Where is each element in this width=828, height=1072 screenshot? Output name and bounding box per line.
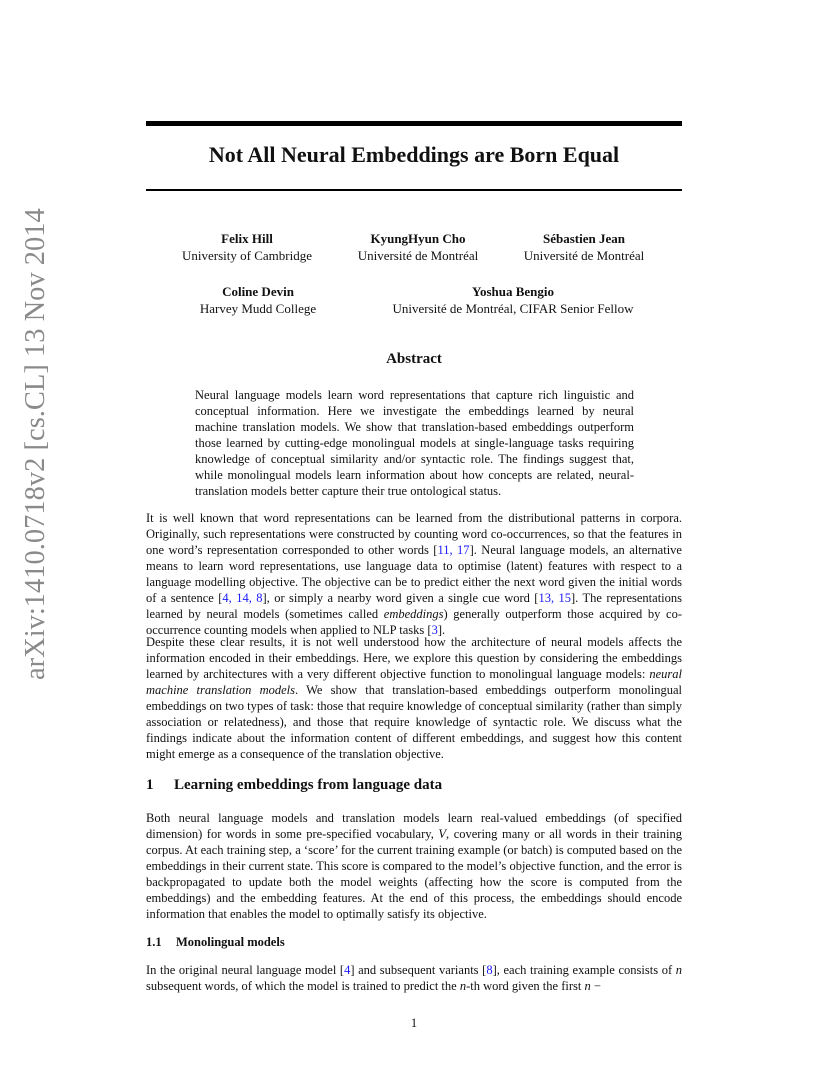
author-affiliation: Harvey Mudd College xyxy=(199,301,317,316)
arxiv-side-stamp: arXiv:1410.0718v2 [cs.CL] 13 Nov 2014 xyxy=(20,208,51,680)
author-name: Yoshua Bengio xyxy=(472,284,554,299)
author-affiliation: Université de Montréal, CIFAR Senior Fellow xyxy=(392,301,634,316)
subsection-title: Monolingual models xyxy=(176,935,285,949)
subsection-heading xyxy=(146,935,285,950)
citation-link[interactable]: 3 xyxy=(431,623,438,637)
author-block xyxy=(370,283,656,317)
subsection-paragraph: In the original neural language model [4] and subsequent variants [8], each training example consists of n subsequent words, of which the model is trained to predict the n-th word given the first n − xyxy=(146,963,682,993)
author-block xyxy=(346,230,490,264)
title-rule-bottom xyxy=(146,189,682,191)
abstract-heading: Abstract xyxy=(386,351,442,367)
author-affiliation: Université de Montréal xyxy=(357,248,479,263)
citation-link[interactable]: 4 xyxy=(344,963,351,977)
page-number: 1 xyxy=(410,1016,418,1030)
author-name: KyungHyun Cho xyxy=(370,231,466,246)
intro-paragraph-1: It is well known that word representations can be learned from the distributional patterns in corpora. Originally, such representations were constructed by counting word co-occurrences, so that the features in one word’s representation corresponded to other words [11, 17]. Neural language models, an alternative means to learn word representations, use language data to optimise (latent) features with respect to a language modelling objective. The objective can be to predict either the next word given the initial words of a sentence [4, 14, 8], or simply a nearby word given a single cue word [13, 15]. The representations learned by neural models (sometimes called embeddings) generally outperform those acquired by co-occurrence counting models when applied to NLP tasks [3]. xyxy=(146,511,683,637)
abstract-text: Neural language models learn word representations that capture rich linguistic and conceptual information. Here we investigate the embeddings learned by neural machine translation models. We show that translation-based embeddings outperform those learned by cutting-edge monolingual models at single-language tasks requiring knowledge of conceptual similarity and/or syntactic role. The findings suggest that, while monolingual models learn information about how concepts are related, neural-translation models better capture their true ontological status. xyxy=(195,388,634,498)
section-heading xyxy=(146,777,442,794)
citation-link[interactable]: 11, 17 xyxy=(437,543,470,557)
paper-title: Not All Neural Embeddings are Born Equal xyxy=(208,142,620,167)
author-affiliation: University of Cambridge xyxy=(182,248,312,263)
author-name: Sébastien Jean xyxy=(543,231,625,246)
author-name: Felix Hill xyxy=(221,231,273,246)
section-number: 1 xyxy=(146,777,154,793)
citation-link[interactable]: 4, 14, 8 xyxy=(222,591,263,605)
title-rule-top xyxy=(146,121,682,126)
citation-link[interactable]: 13, 15 xyxy=(538,591,572,605)
author-name: Coline Devin xyxy=(222,284,294,299)
author-block xyxy=(176,230,318,264)
author-block xyxy=(512,230,656,264)
intro-paragraph-2: Despite these clear results, it is not well understood how the architecture of neural models affects the information encoded in their embeddings. Here, we explore this question by considering the embeddings learned by architectures with a very different objective function to monolingual language models: neural machine translation models. We show that translation-based embeddings outperform monolingual embeddings on two types of task: those that require knowledge of conceptual similarity (rather than simply association or relatedness), and those that require knowledge of syntactic role. We discuss what the findings indicate about the information content of different embeddings, and suggest how this content might emerge as a consequence of the translation objective. xyxy=(146,635,682,761)
section1-paragraph: Both neural language models and translation models learn real-valued embeddings (of specified dimension) for words in some pre-specified vocabulary, V, covering many or all words in their training corpus. At each training step, a ‘score’ for the current training example (or batch) is computed based on the embeddings in their current state. This score is compared to the model’s objective function, and the error is backpropagated to update both the model weights (affecting how the score is computed from the embeddings) and the embedding features. At the end of this process, the embeddings should encode information that enables the model to optimally satisfy its objective. xyxy=(146,811,682,921)
section-title: Learning embeddings from language data xyxy=(174,777,443,793)
citation-link[interactable]: 8 xyxy=(486,963,493,977)
subsection-number: 1.1 xyxy=(146,935,162,949)
author-affiliation: Université de Montréal xyxy=(523,248,645,263)
author-block xyxy=(190,283,326,317)
